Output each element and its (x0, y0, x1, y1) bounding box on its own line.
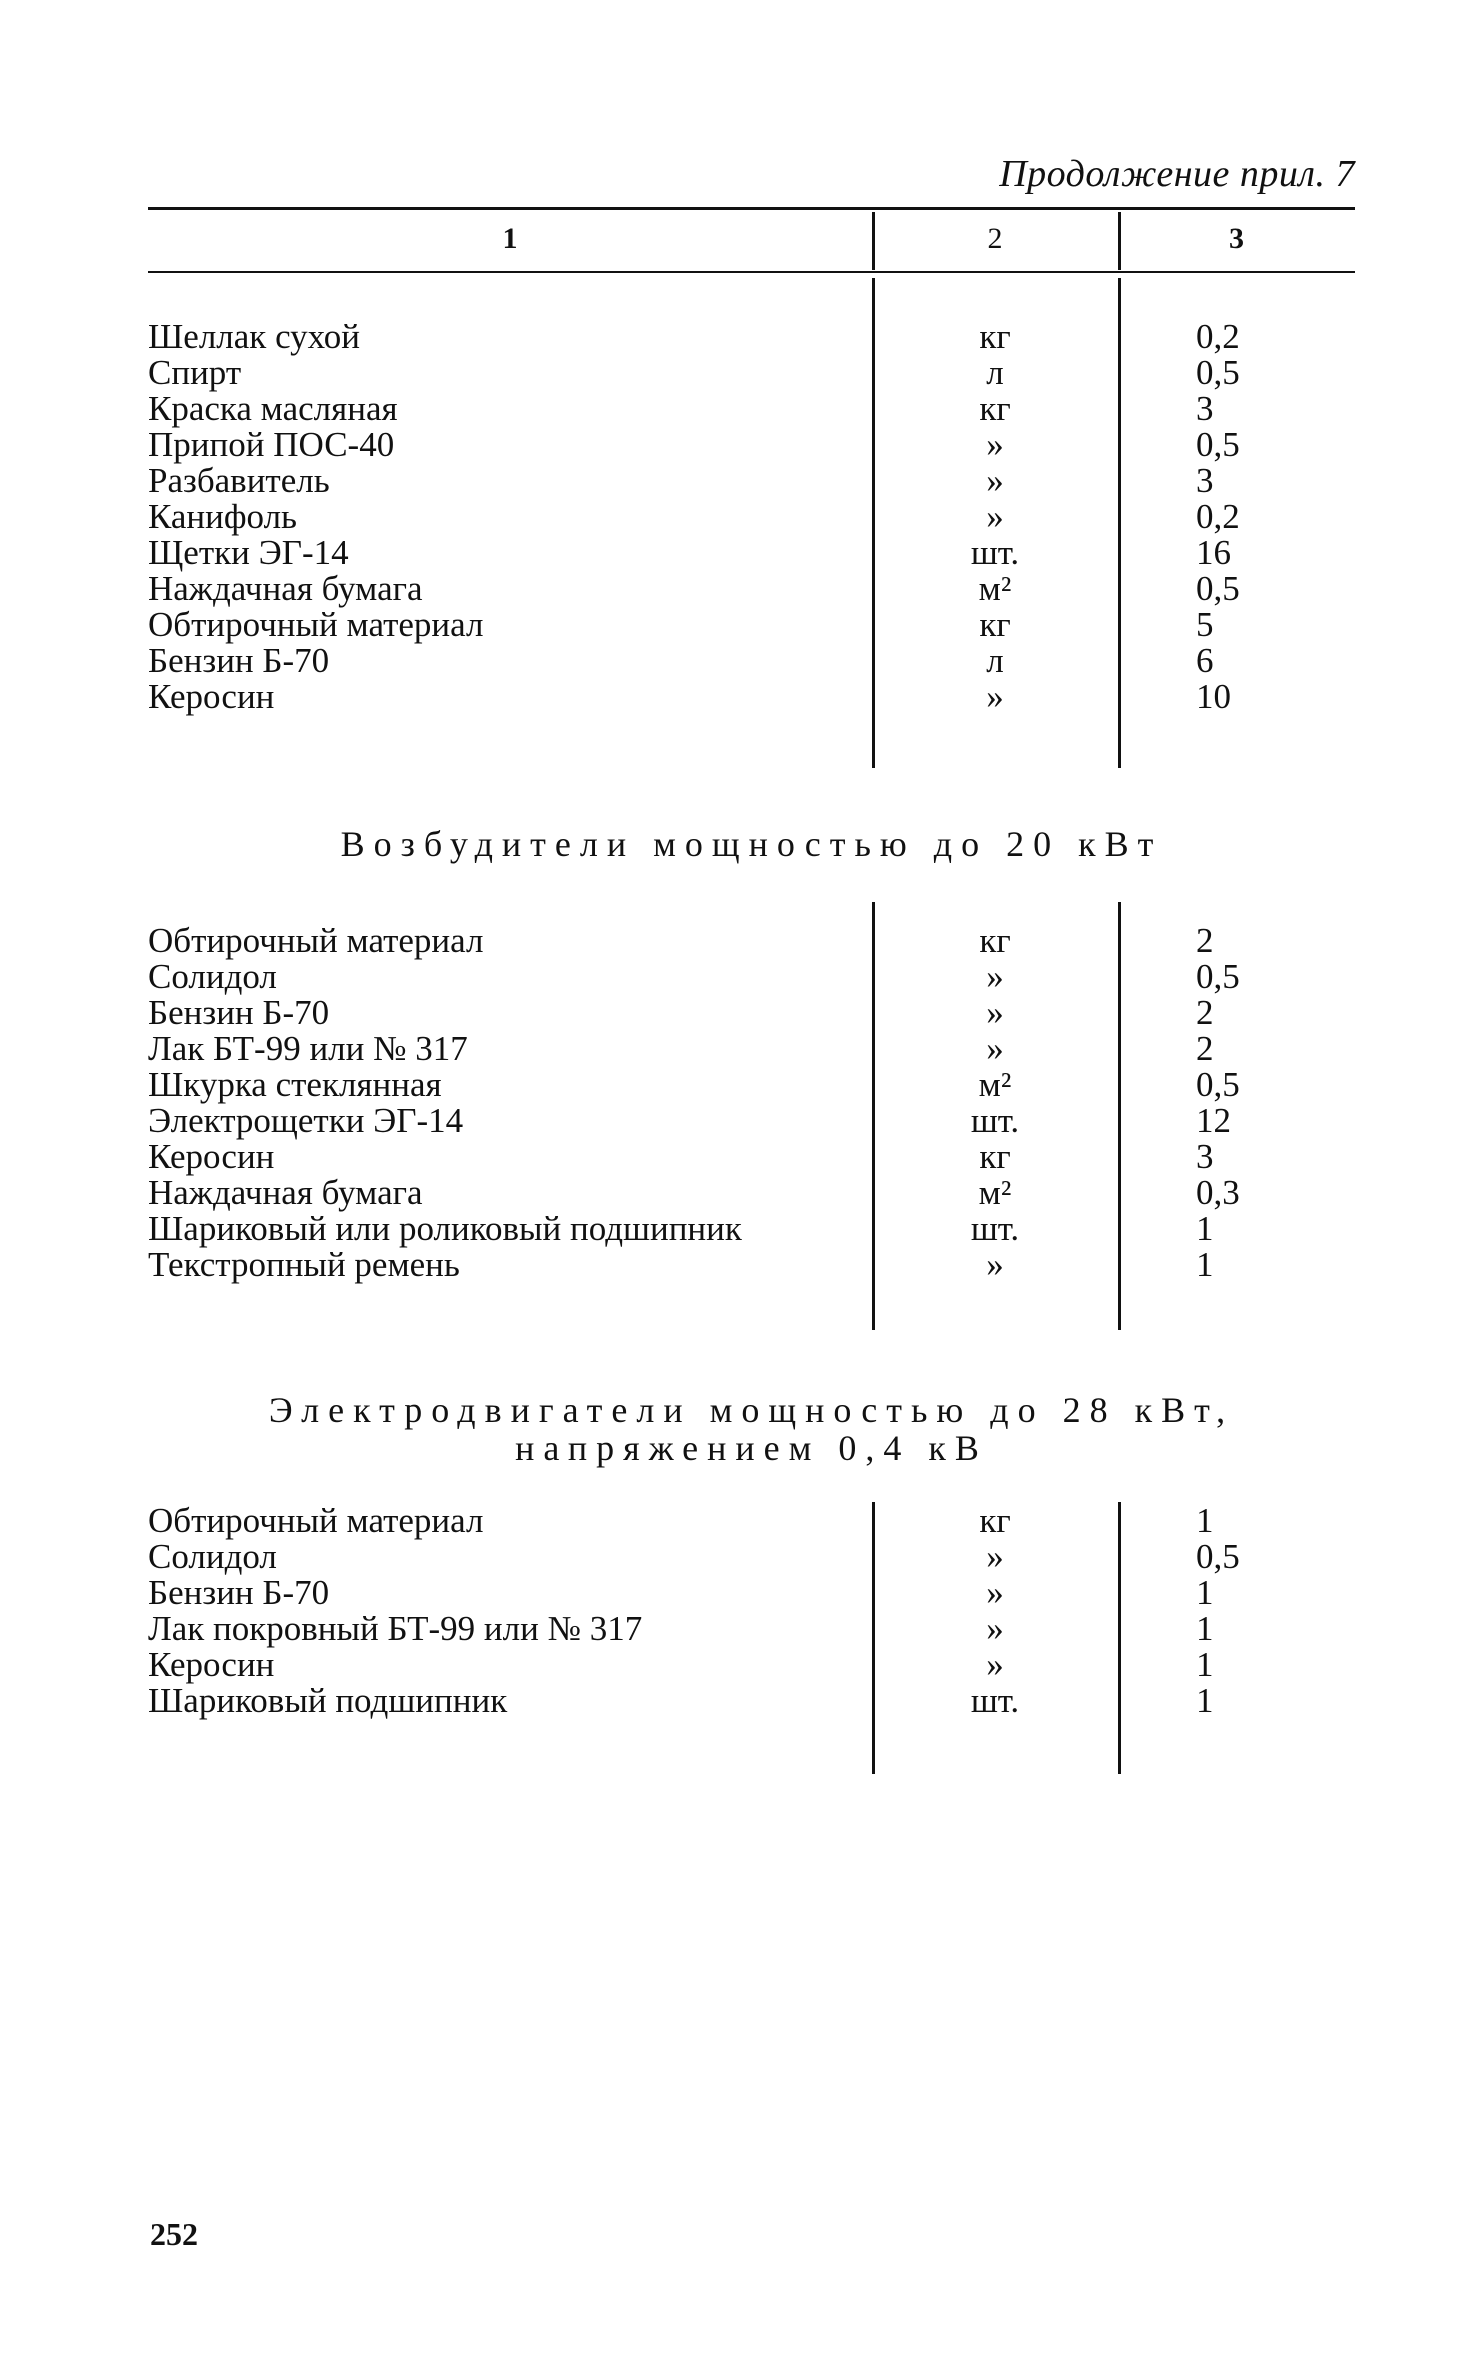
header-divider-1 (872, 212, 875, 270)
item-name: Краска масляная (148, 389, 398, 428)
table-row (148, 463, 1355, 499)
table-row (148, 1139, 1355, 1175)
table-row (148, 427, 1355, 463)
item-unit: » (986, 993, 1004, 1032)
item-unit: шт. (970, 1101, 1020, 1140)
item-name: Обтирочный материал (148, 605, 484, 644)
item-name: Спирт (148, 353, 242, 392)
item-qty: 0,5 (1196, 425, 1240, 464)
item-qty: 3 (1196, 389, 1214, 428)
item-qty: 1 (1196, 1609, 1214, 1648)
item-unit: » (986, 677, 1004, 716)
page-number: 252 (150, 2216, 198, 2252)
section-title-motors-line1: Электродвигатели мощностью до 28 кВт, (268, 1390, 1235, 1430)
item-unit: кг (979, 1501, 1011, 1540)
table-row (148, 1103, 1355, 1139)
table-row (148, 1211, 1355, 1247)
header-col-3: 3 (1229, 222, 1244, 255)
item-name: Шеллак сухой (148, 317, 361, 356)
item-qty: 0,5 (1196, 569, 1240, 608)
item-qty: 1 (1196, 1681, 1214, 1720)
item-name: Солидол (148, 957, 277, 996)
item-name: Шкурка стеклянная (148, 1065, 442, 1104)
item-name: Солидол (148, 1537, 277, 1576)
table-row (148, 1247, 1355, 1283)
item-qty: 16 (1196, 533, 1231, 572)
table-row (148, 1067, 1355, 1103)
item-name: Текстропный ремень (148, 1245, 460, 1284)
table-row (148, 571, 1355, 607)
item-unit: » (986, 1645, 1004, 1684)
item-qty: 1 (1196, 1573, 1214, 1612)
item-qty: 0,5 (1196, 353, 1240, 392)
item-unit: м² (978, 1173, 1012, 1212)
item-name: Лак покровный БТ-99 или № 317 (148, 1609, 643, 1648)
item-name: Наждачная бумага (148, 1173, 423, 1212)
header-col-2: 2 (987, 222, 1003, 255)
table-row (148, 1575, 1355, 1611)
table-row (148, 535, 1355, 571)
item-qty: 0,5 (1196, 957, 1240, 996)
table-row (148, 1031, 1355, 1067)
item-unit: л (986, 641, 1004, 680)
item-name: Обтирочный материал (148, 921, 484, 960)
item-unit: » (986, 461, 1004, 500)
item-unit: » (986, 1609, 1004, 1648)
table-row (148, 391, 1355, 427)
item-unit: кг (979, 1137, 1011, 1176)
table-row (148, 1611, 1355, 1647)
section-general-materials (148, 319, 1355, 715)
item-name: Лак БТ-99 или № 317 (148, 1029, 468, 1068)
section-motors (148, 1503, 1355, 1719)
header-divider-2 (1118, 212, 1121, 270)
table-row (148, 319, 1355, 355)
item-name: Наждачная бумага (148, 569, 423, 608)
item-unit: » (986, 1029, 1004, 1068)
item-name: Обтирочный материал (148, 1501, 484, 1540)
section-exciters (148, 923, 1355, 1283)
item-qty: 2 (1196, 1029, 1214, 1068)
item-name: Керосин (148, 1137, 275, 1176)
item-unit: шт. (970, 1681, 1020, 1720)
item-name: Бензин Б-70 (148, 641, 330, 680)
item-qty: 1 (1196, 1645, 1214, 1684)
item-unit: » (986, 425, 1004, 464)
table-row (148, 355, 1355, 391)
item-unit: м² (978, 1065, 1012, 1104)
item-unit: кг (979, 389, 1011, 428)
item-unit: » (986, 1245, 1004, 1284)
item-name: Керосин (148, 1645, 275, 1684)
table-row (148, 923, 1355, 959)
table-row (148, 607, 1355, 643)
table-row (148, 499, 1355, 535)
item-name: Шариковый подшипник (148, 1681, 508, 1720)
item-name: Бензин Б-70 (148, 993, 330, 1032)
item-qty: 1 (1196, 1501, 1214, 1540)
item-unit: кг (979, 317, 1011, 356)
item-unit: » (986, 957, 1004, 996)
table-row (148, 1175, 1355, 1211)
item-qty: 3 (1196, 461, 1214, 500)
item-name: Шариковый или роликовый подшипник (148, 1209, 742, 1248)
table-row (148, 1539, 1355, 1575)
item-qty: 0,5 (1196, 1537, 1240, 1576)
item-qty: 1 (1196, 1209, 1214, 1248)
item-qty: 2 (1196, 993, 1214, 1032)
item-name: Бензин Б-70 (148, 1573, 330, 1612)
item-qty: 0,2 (1196, 317, 1240, 356)
item-unit: кг (979, 921, 1011, 960)
item-qty: 6 (1196, 641, 1214, 680)
item-unit: » (986, 497, 1004, 536)
table-row (148, 1683, 1355, 1719)
table-row (148, 1503, 1355, 1539)
table-row (148, 643, 1355, 679)
item-name: Керосин (148, 677, 275, 716)
item-unit: м² (978, 569, 1012, 608)
item-qty: 0,3 (1196, 1173, 1240, 1212)
item-qty: 5 (1196, 605, 1214, 644)
item-unit: шт. (970, 1209, 1020, 1248)
continuation-title: Продолжение прил. 7 (999, 153, 1355, 195)
item-qty: 1 (1196, 1245, 1214, 1284)
item-unit: шт. (970, 533, 1020, 572)
item-qty: 2 (1196, 921, 1214, 960)
table-row (148, 1647, 1355, 1683)
item-unit: » (986, 1573, 1004, 1612)
item-unit: » (986, 1537, 1004, 1576)
table-row (148, 995, 1355, 1031)
item-qty: 10 (1196, 677, 1231, 716)
item-qty: 0,5 (1196, 1065, 1240, 1104)
section-title-exciters: Возбудители мощностью до 20 кВт (340, 824, 1163, 864)
header-col-1: 1 (502, 222, 518, 255)
item-name: Щетки ЭГ-14 (148, 533, 349, 572)
table-header-rule (148, 271, 1355, 273)
item-qty: 0,2 (1196, 497, 1240, 536)
item-name: Электрощетки ЭГ-14 (148, 1101, 464, 1140)
section-title-motors-line2: напряжением 0,4 кВ (515, 1428, 988, 1468)
item-name: Разбавитель (148, 461, 330, 500)
item-name: Канифоль (148, 497, 298, 536)
item-qty: 3 (1196, 1137, 1214, 1176)
item-unit: кг (979, 605, 1011, 644)
table-row (148, 679, 1355, 715)
table-header (148, 210, 1355, 271)
item-qty: 12 (1196, 1101, 1231, 1140)
table-row (148, 959, 1355, 995)
item-name: Припой ПОС-40 (148, 425, 395, 464)
item-unit: л (986, 353, 1004, 392)
